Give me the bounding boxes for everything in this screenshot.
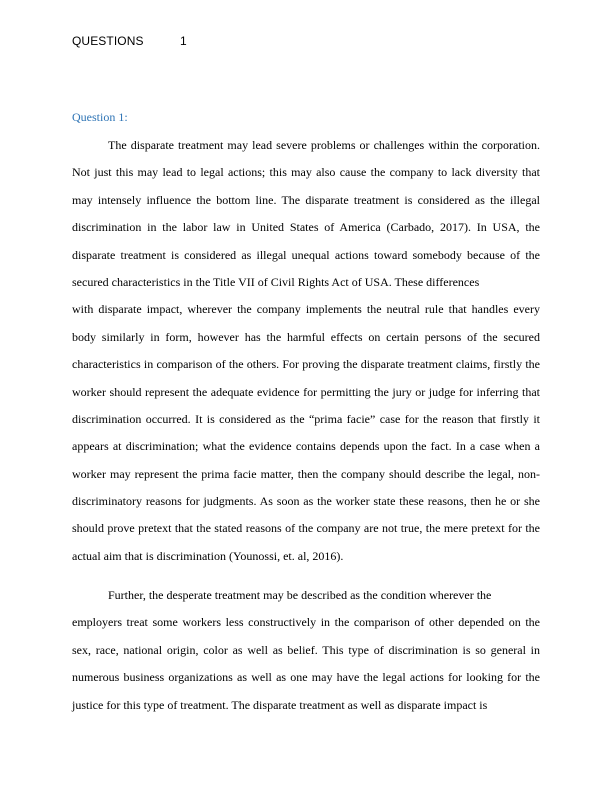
text-line: secured characteristics in the Title VII of Civil Rights Act of USA. These differences (72, 274, 480, 289)
text-line: body similarly in form, however has the harmful effects on certain persons of the secured (72, 329, 540, 344)
text-line: discriminatory reasons for judgments. As soon as the worker state these reasons, then he or she (72, 494, 540, 509)
text-line: justice for this type of treatment. The disparate treatment as well as disparate impact is (72, 697, 488, 712)
text-line: sex, race, national origin, color as well as belief. This type of discrimination is so general in (72, 642, 540, 657)
page-header (72, 34, 187, 48)
text-line: discrimination occurred. It is considered as the “prima facie” case for the reason that firstly it (72, 411, 540, 426)
text-line: with disparate impact, wherever the company implements the neutral rule that handles every (72, 302, 540, 317)
text-line: Further, the desperate treatment may be described as the condition wherever the (108, 588, 492, 602)
text-line: The disparate treatment may lead severe problems or challenges within the corporation. (108, 138, 540, 152)
text-line: employers treat some workers less constructively in the comparison of other depended on the (72, 615, 540, 630)
paragraph-1 (72, 132, 540, 570)
paragraph-2 (72, 582, 540, 719)
running-head: QUESTIONS (72, 34, 144, 48)
text-line: characteristics in comparison of the others. For proving the disparate treatment claims, firstly the (72, 357, 540, 372)
text-line: worker may represent the prima facie matter, then the company should describe the legal, non- (72, 466, 540, 481)
text-line: appears at discrimination; what the evidence contains depends upon the fact. In a case when a (72, 439, 540, 454)
page-number: 1 (180, 34, 187, 48)
section-heading: Question 1: (72, 110, 128, 124)
text-line: actual aim that is discrimination (Younossi, et. al, 2016). (72, 548, 344, 563)
text-line: Not just this may lead to legal actions; this may also cause the company to lack diversity that (72, 165, 540, 180)
text-line: may intensely influence the bottom line. The disparate treatment is considered as the illegal (72, 192, 540, 207)
text-line: numerous business organizations as well as one may have the legal actions for looking for the (72, 670, 540, 685)
text-line: discrimination in the labor law in United States of America (Carbado, 2017). In USA, the (72, 220, 540, 235)
text-line: should prove pretext that the stated reasons of the company are not true, the mere pretext for the (72, 521, 540, 536)
text-line: disparate treatment is considered as illegal unequal actions toward somebody because of the (72, 247, 540, 262)
text-line: worker should represent the adequate evidence for permitting the jury or judge for inferring that (72, 384, 540, 399)
